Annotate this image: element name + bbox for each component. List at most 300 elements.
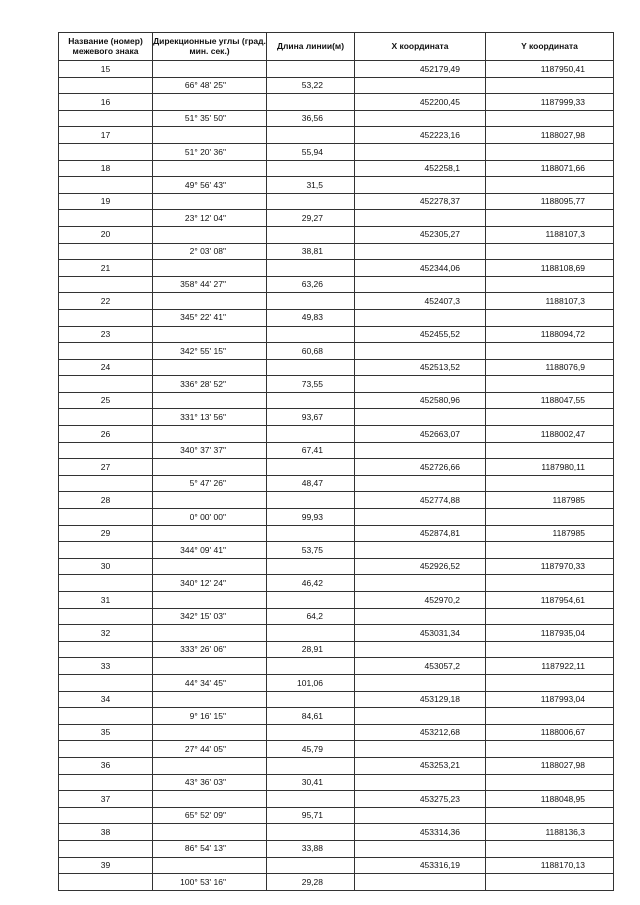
cell-x-coordinate <box>355 807 486 824</box>
cell-line-length <box>267 127 355 144</box>
table-row <box>59 309 614 326</box>
cell-marker-name <box>59 674 153 691</box>
cell-y-coordinate <box>486 143 614 160</box>
cell-marker-name <box>59 177 153 194</box>
cell-x-coordinate <box>355 741 486 758</box>
cell-line-length <box>267 193 355 210</box>
cell-line-length <box>267 625 355 642</box>
cell-x-coordinate: 452726,66 <box>355 459 486 476</box>
cell-line-length <box>267 691 355 708</box>
table-row <box>59 674 614 691</box>
cell-direction-angle <box>153 392 267 409</box>
cell-marker-name <box>59 210 153 227</box>
header-y-coordinate: Y координата <box>486 33 614 61</box>
table-row <box>59 459 614 476</box>
cell-y-coordinate <box>486 575 614 592</box>
header-marker-name: Название (номер) межевого знака <box>59 33 153 61</box>
cell-y-coordinate <box>486 840 614 857</box>
cell-direction-angle: 340° 12' 24" <box>153 575 267 592</box>
cell-line-length: 73,55 <box>267 376 355 393</box>
table-row <box>59 542 614 559</box>
cell-y-coordinate: 1188107,3 <box>486 226 614 243</box>
cell-line-length <box>267 160 355 177</box>
cell-line-length <box>267 857 355 874</box>
table-row <box>59 326 614 343</box>
cell-marker-name <box>59 442 153 459</box>
cell-marker-name <box>59 708 153 725</box>
cell-marker-name: 34 <box>59 691 153 708</box>
cell-direction-angle <box>153 857 267 874</box>
cell-line-length: 53,22 <box>267 77 355 94</box>
cell-x-coordinate <box>355 343 486 360</box>
table-row <box>59 525 614 542</box>
cell-direction-angle: 336° 28' 52" <box>153 376 267 393</box>
cell-marker-name <box>59 376 153 393</box>
cell-marker-name: 35 <box>59 724 153 741</box>
cell-y-coordinate <box>486 110 614 127</box>
cell-line-length: 45,79 <box>267 741 355 758</box>
cell-x-coordinate <box>355 542 486 559</box>
cell-x-coordinate <box>355 442 486 459</box>
cell-direction-angle <box>153 293 267 310</box>
cell-x-coordinate: 453212,68 <box>355 724 486 741</box>
cell-marker-name: 31 <box>59 592 153 609</box>
cell-x-coordinate <box>355 276 486 293</box>
cell-line-length: 101,06 <box>267 674 355 691</box>
cell-direction-angle <box>153 791 267 808</box>
cell-direction-angle <box>153 94 267 111</box>
cell-y-coordinate: 1188027,98 <box>486 757 614 774</box>
cell-y-coordinate <box>486 309 614 326</box>
table-row <box>59 492 614 509</box>
cell-x-coordinate <box>355 110 486 127</box>
cell-line-length <box>267 525 355 542</box>
table-row <box>59 210 614 227</box>
cell-direction-angle <box>153 658 267 675</box>
table-row <box>59 475 614 492</box>
cell-direction-angle <box>153 492 267 509</box>
cell-x-coordinate: 452223,16 <box>355 127 486 144</box>
cell-line-length: 67,41 <box>267 442 355 459</box>
cell-direction-angle <box>153 127 267 144</box>
cell-direction-angle <box>153 226 267 243</box>
cell-y-coordinate: 1187950,41 <box>486 61 614 78</box>
cell-y-coordinate <box>486 774 614 791</box>
table-row <box>59 94 614 111</box>
cell-marker-name <box>59 807 153 824</box>
cell-marker-name: 20 <box>59 226 153 243</box>
cell-y-coordinate: 1188094,72 <box>486 326 614 343</box>
cell-y-coordinate: 1188095,77 <box>486 193 614 210</box>
cell-x-coordinate <box>355 641 486 658</box>
cell-line-length: 53,75 <box>267 542 355 559</box>
cell-x-coordinate <box>355 210 486 227</box>
cell-marker-name <box>59 509 153 526</box>
cell-y-coordinate: 1187999,33 <box>486 94 614 111</box>
cell-line-length <box>267 426 355 443</box>
cell-marker-name <box>59 343 153 360</box>
cell-y-coordinate <box>486 874 614 891</box>
table-row <box>59 708 614 725</box>
table-row <box>59 641 614 658</box>
cell-direction-angle <box>153 691 267 708</box>
cell-line-length: 38,81 <box>267 243 355 260</box>
table-row <box>59 260 614 277</box>
cell-direction-angle <box>153 326 267 343</box>
boundary-coordinates-table <box>58 32 614 891</box>
cell-y-coordinate: 1187954,61 <box>486 592 614 609</box>
cell-x-coordinate: 452200,45 <box>355 94 486 111</box>
cell-line-length <box>267 558 355 575</box>
cell-marker-name <box>59 575 153 592</box>
cell-x-coordinate <box>355 774 486 791</box>
table-row <box>59 409 614 426</box>
cell-y-coordinate <box>486 177 614 194</box>
cell-direction-angle <box>153 260 267 277</box>
cell-x-coordinate: 453275,23 <box>355 791 486 808</box>
cell-direction-angle: 44° 34' 45" <box>153 674 267 691</box>
cell-direction-angle: 345° 22' 41" <box>153 309 267 326</box>
cell-y-coordinate <box>486 475 614 492</box>
cell-direction-angle: 65° 52' 09" <box>153 807 267 824</box>
cell-marker-name <box>59 774 153 791</box>
cell-y-coordinate: 1188027,98 <box>486 127 614 144</box>
cell-line-length: 29,28 <box>267 874 355 891</box>
cell-marker-name <box>59 874 153 891</box>
cell-marker-name: 15 <box>59 61 153 78</box>
cell-x-coordinate: 453314,36 <box>355 824 486 841</box>
cell-direction-angle <box>153 824 267 841</box>
cell-x-coordinate <box>355 475 486 492</box>
table-row <box>59 509 614 526</box>
table-row <box>59 343 614 360</box>
cell-line-length <box>267 359 355 376</box>
cell-x-coordinate <box>355 77 486 94</box>
cell-y-coordinate: 1187993,04 <box>486 691 614 708</box>
cell-direction-angle: 342° 55' 15" <box>153 343 267 360</box>
cell-line-length: 84,61 <box>267 708 355 725</box>
cell-direction-angle: 340° 37' 37" <box>153 442 267 459</box>
cell-x-coordinate <box>355 874 486 891</box>
cell-marker-name <box>59 475 153 492</box>
cell-x-coordinate: 452513,52 <box>355 359 486 376</box>
cell-direction-angle <box>153 625 267 642</box>
cell-y-coordinate: 1187970,33 <box>486 558 614 575</box>
cell-y-coordinate: 1188071,66 <box>486 160 614 177</box>
cell-marker-name: 22 <box>59 293 153 310</box>
cell-direction-angle <box>153 426 267 443</box>
cell-marker-name <box>59 110 153 127</box>
cell-line-length <box>267 824 355 841</box>
cell-marker-name: 17 <box>59 127 153 144</box>
table-body <box>59 61 614 891</box>
cell-line-length: 49,83 <box>267 309 355 326</box>
table-row <box>59 757 614 774</box>
cell-x-coordinate: 453057,2 <box>355 658 486 675</box>
table-header-row <box>59 33 614 61</box>
cell-marker-name <box>59 542 153 559</box>
cell-line-length <box>267 293 355 310</box>
cell-y-coordinate <box>486 276 614 293</box>
table-row <box>59 376 614 393</box>
cell-line-length: 63,26 <box>267 276 355 293</box>
cell-y-coordinate: 1188076,9 <box>486 359 614 376</box>
cell-x-coordinate: 453031,34 <box>355 625 486 642</box>
table-row <box>59 177 614 194</box>
cell-x-coordinate: 453253,21 <box>355 757 486 774</box>
table-row <box>59 243 614 260</box>
cell-line-length: 55,94 <box>267 143 355 160</box>
cell-direction-angle: 358° 44' 27" <box>153 276 267 293</box>
cell-marker-name: 38 <box>59 824 153 841</box>
cell-line-length <box>267 94 355 111</box>
header-direction-angle: Дирекционные углы (град. мин. сек.) <box>153 33 267 61</box>
cell-x-coordinate: 453316,19 <box>355 857 486 874</box>
table-row <box>59 293 614 310</box>
cell-marker-name: 26 <box>59 426 153 443</box>
cell-line-length: 64,2 <box>267 608 355 625</box>
cell-x-coordinate <box>355 243 486 260</box>
table-row <box>59 807 614 824</box>
cell-x-coordinate <box>355 177 486 194</box>
cell-direction-angle <box>153 592 267 609</box>
cell-x-coordinate <box>355 309 486 326</box>
cell-marker-name: 37 <box>59 791 153 808</box>
table-row <box>59 193 614 210</box>
cell-direction-angle <box>153 757 267 774</box>
cell-line-length: 48,47 <box>267 475 355 492</box>
cell-marker-name <box>59 840 153 857</box>
table-row <box>59 625 614 642</box>
cell-direction-angle <box>153 525 267 542</box>
cell-x-coordinate <box>355 509 486 526</box>
cell-direction-angle: 51° 35' 50" <box>153 110 267 127</box>
cell-y-coordinate <box>486 376 614 393</box>
cell-marker-name: 25 <box>59 392 153 409</box>
cell-direction-angle: 100° 53' 16" <box>153 874 267 891</box>
cell-x-coordinate <box>355 674 486 691</box>
cell-y-coordinate <box>486 708 614 725</box>
cell-x-coordinate: 452663,07 <box>355 426 486 443</box>
header-line-length: Длина линии(м) <box>267 33 355 61</box>
cell-x-coordinate: 452278,37 <box>355 193 486 210</box>
header-x-coordinate: X координата <box>355 33 486 61</box>
cell-line-length <box>267 392 355 409</box>
table-row <box>59 558 614 575</box>
table-row <box>59 426 614 443</box>
cell-direction-angle: 333° 26' 06" <box>153 641 267 658</box>
cell-x-coordinate: 452344,06 <box>355 260 486 277</box>
cell-marker-name <box>59 276 153 293</box>
cell-line-length: 60,68 <box>267 343 355 360</box>
table-row <box>59 359 614 376</box>
cell-y-coordinate: 1188002,47 <box>486 426 614 443</box>
cell-direction-angle: 43° 36' 03" <box>153 774 267 791</box>
cell-direction-angle <box>153 558 267 575</box>
cell-x-coordinate: 452258,1 <box>355 160 486 177</box>
cell-x-coordinate: 452580,96 <box>355 392 486 409</box>
cell-x-coordinate <box>355 708 486 725</box>
cell-y-coordinate <box>486 243 614 260</box>
table-row <box>59 592 614 609</box>
cell-marker-name: 24 <box>59 359 153 376</box>
cell-line-length <box>267 757 355 774</box>
table-row <box>59 724 614 741</box>
cell-direction-angle: 9° 16' 15" <box>153 708 267 725</box>
cell-line-length <box>267 658 355 675</box>
cell-direction-angle <box>153 724 267 741</box>
cell-y-coordinate <box>486 608 614 625</box>
table-row <box>59 110 614 127</box>
cell-y-coordinate <box>486 77 614 94</box>
cell-line-length: 29,27 <box>267 210 355 227</box>
cell-y-coordinate: 1188136,3 <box>486 824 614 841</box>
table-row <box>59 874 614 891</box>
cell-marker-name <box>59 608 153 625</box>
cell-direction-angle <box>153 359 267 376</box>
table-row <box>59 77 614 94</box>
cell-y-coordinate: 1188107,3 <box>486 293 614 310</box>
cell-marker-name: 23 <box>59 326 153 343</box>
cell-direction-angle <box>153 459 267 476</box>
table-row <box>59 160 614 177</box>
table-row <box>59 61 614 78</box>
table-row <box>59 791 614 808</box>
cell-marker-name: 28 <box>59 492 153 509</box>
cell-marker-name <box>59 77 153 94</box>
cell-y-coordinate: 1187985 <box>486 492 614 509</box>
cell-line-length: 46,42 <box>267 575 355 592</box>
cell-marker-name <box>59 409 153 426</box>
table-row <box>59 392 614 409</box>
cell-line-length: 30,41 <box>267 774 355 791</box>
table-row <box>59 276 614 293</box>
cell-line-length: 31,5 <box>267 177 355 194</box>
cell-direction-angle: 27° 44' 05" <box>153 741 267 758</box>
cell-x-coordinate: 452179,49 <box>355 61 486 78</box>
table-row <box>59 127 614 144</box>
table-row <box>59 857 614 874</box>
table-row <box>59 691 614 708</box>
cell-line-length: 33,88 <box>267 840 355 857</box>
cell-x-coordinate <box>355 143 486 160</box>
cell-marker-name: 16 <box>59 94 153 111</box>
cell-line-length <box>267 61 355 78</box>
cell-marker-name <box>59 641 153 658</box>
cell-direction-angle <box>153 193 267 210</box>
cell-line-length: 93,67 <box>267 409 355 426</box>
cell-x-coordinate <box>355 376 486 393</box>
cell-line-length <box>267 592 355 609</box>
cell-y-coordinate <box>486 741 614 758</box>
table-row <box>59 575 614 592</box>
cell-marker-name: 33 <box>59 658 153 675</box>
cell-line-length: 99,93 <box>267 509 355 526</box>
table-row <box>59 840 614 857</box>
cell-marker-name: 19 <box>59 193 153 210</box>
cell-direction-angle: 342° 15' 03" <box>153 608 267 625</box>
cell-line-length <box>267 326 355 343</box>
cell-x-coordinate: 452874,81 <box>355 525 486 542</box>
cell-line-length <box>267 791 355 808</box>
cell-y-coordinate <box>486 807 614 824</box>
cell-marker-name: 21 <box>59 260 153 277</box>
cell-y-coordinate: 1188170,13 <box>486 857 614 874</box>
cell-x-coordinate <box>355 575 486 592</box>
cell-x-coordinate: 452407,3 <box>355 293 486 310</box>
cell-marker-name <box>59 143 153 160</box>
cell-y-coordinate: 1188047,55 <box>486 392 614 409</box>
cell-y-coordinate <box>486 210 614 227</box>
cell-y-coordinate <box>486 442 614 459</box>
cell-line-length <box>267 226 355 243</box>
table-row <box>59 774 614 791</box>
cell-y-coordinate <box>486 674 614 691</box>
cell-x-coordinate: 452305,27 <box>355 226 486 243</box>
cell-direction-angle <box>153 160 267 177</box>
table-row <box>59 143 614 160</box>
cell-y-coordinate: 1187985 <box>486 525 614 542</box>
cell-direction-angle: 23° 12' 04" <box>153 210 267 227</box>
cell-marker-name: 39 <box>59 857 153 874</box>
cell-y-coordinate <box>486 343 614 360</box>
cell-direction-angle: 86° 54' 13" <box>153 840 267 857</box>
cell-line-length: 28,91 <box>267 641 355 658</box>
cell-direction-angle: 331° 13' 56" <box>153 409 267 426</box>
cell-line-length <box>267 260 355 277</box>
cell-direction-angle <box>153 61 267 78</box>
cell-x-coordinate: 452926,52 <box>355 558 486 575</box>
cell-line-length <box>267 724 355 741</box>
cell-x-coordinate: 453129,18 <box>355 691 486 708</box>
cell-direction-angle: 49° 56' 43" <box>153 177 267 194</box>
cell-y-coordinate <box>486 509 614 526</box>
cell-y-coordinate: 1187922,11 <box>486 658 614 675</box>
cell-marker-name: 29 <box>59 525 153 542</box>
cell-direction-angle: 344° 09' 41" <box>153 542 267 559</box>
table-row <box>59 226 614 243</box>
cell-marker-name: 27 <box>59 459 153 476</box>
table-row <box>59 658 614 675</box>
cell-x-coordinate <box>355 608 486 625</box>
cell-x-coordinate: 452455,52 <box>355 326 486 343</box>
cell-y-coordinate: 1187935,04 <box>486 625 614 642</box>
cell-x-coordinate: 452774,88 <box>355 492 486 509</box>
cell-marker-name <box>59 309 153 326</box>
cell-marker-name <box>59 243 153 260</box>
cell-line-length <box>267 459 355 476</box>
cell-y-coordinate <box>486 641 614 658</box>
cell-y-coordinate: 1188006,67 <box>486 724 614 741</box>
table-row <box>59 824 614 841</box>
table-row <box>59 741 614 758</box>
cell-marker-name: 32 <box>59 625 153 642</box>
cell-direction-angle: 66° 48' 25" <box>153 77 267 94</box>
cell-x-coordinate: 452970,2 <box>355 592 486 609</box>
cell-line-length: 36,56 <box>267 110 355 127</box>
cell-marker-name: 30 <box>59 558 153 575</box>
cell-direction-angle: 2° 03' 08" <box>153 243 267 260</box>
cell-x-coordinate <box>355 840 486 857</box>
cell-direction-angle: 5° 47' 26" <box>153 475 267 492</box>
cell-marker-name <box>59 741 153 758</box>
cell-y-coordinate: 1188048,95 <box>486 791 614 808</box>
cell-y-coordinate <box>486 409 614 426</box>
cell-line-length: 95,71 <box>267 807 355 824</box>
table-row <box>59 442 614 459</box>
cell-direction-angle: 0° 00' 00" <box>153 509 267 526</box>
cell-y-coordinate: 1187980,11 <box>486 459 614 476</box>
